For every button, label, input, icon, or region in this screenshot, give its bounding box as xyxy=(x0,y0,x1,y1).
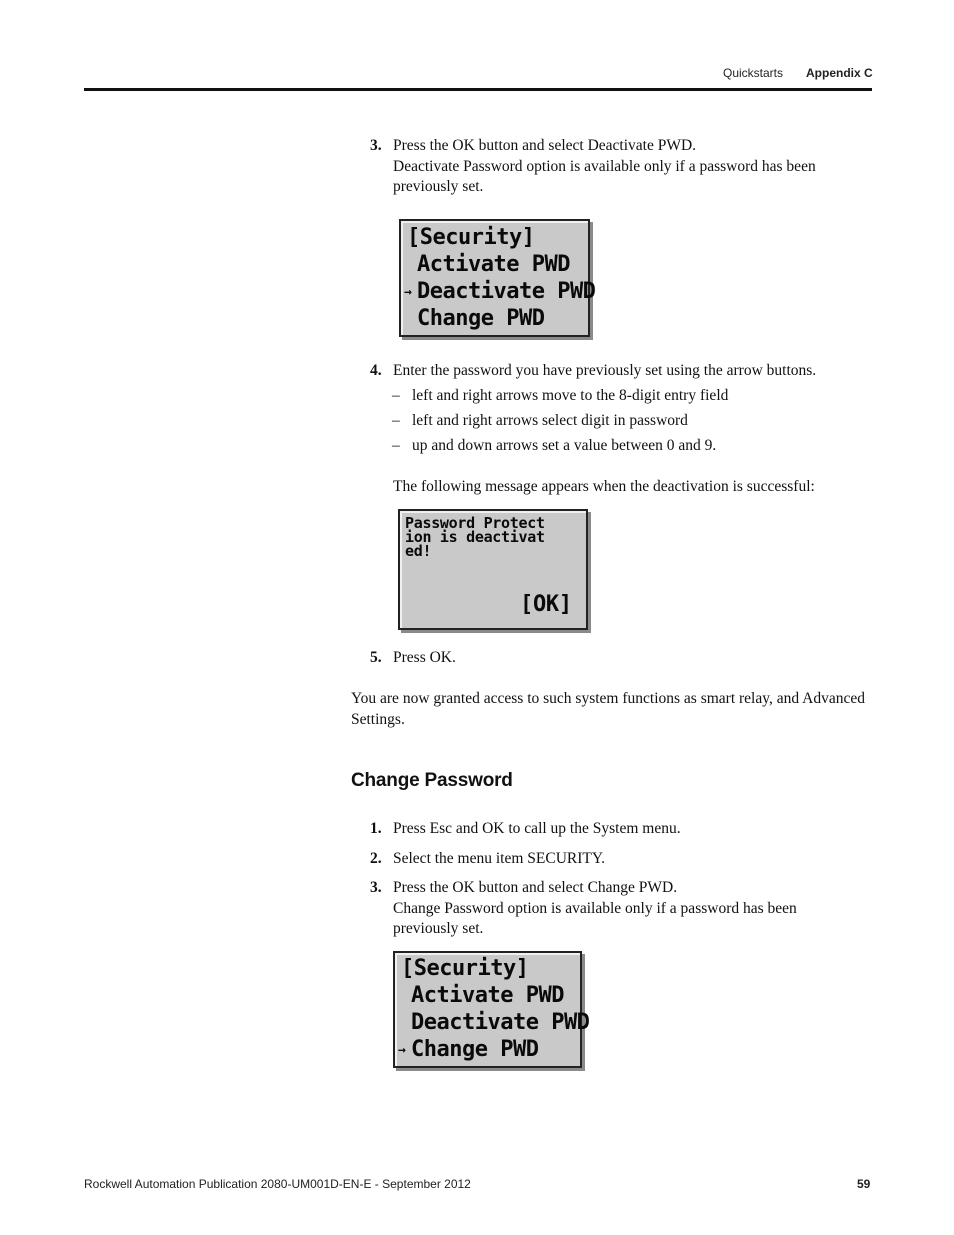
step-number: 3. xyxy=(370,879,382,896)
lcd-message-line: Password Protect xyxy=(405,514,545,532)
step-text: Press the OK button and select Deactivate PWD. xyxy=(393,137,697,154)
message-intro: The following message appears when the deactivation is successful: xyxy=(393,478,815,495)
lcd-title: [Security] xyxy=(407,225,535,250)
step-text: Press Esc and OK to call up the System menu. xyxy=(393,820,681,837)
header-rule xyxy=(84,88,872,91)
lcd-item-change: Change PWD xyxy=(411,1037,539,1062)
lcd-ok-label: [OK] xyxy=(520,592,572,617)
lcd-security-change xyxy=(393,951,590,1068)
lcd-item-change: Change PWD xyxy=(417,306,545,331)
step-note: Deactivate Password option is available only if a password has been previously set. xyxy=(393,157,816,195)
lcd-item-deactivate: Deactivate PWD xyxy=(417,279,596,304)
step-text: Select the menu item SECURITY. xyxy=(393,850,605,867)
bullet-dash: – xyxy=(392,387,400,404)
page-number: 59 xyxy=(857,1177,871,1191)
lcd-item-activate: Activate PWD xyxy=(417,252,570,277)
access-paragraph: You are now granted access to such system functions as smart relay, and Advanced Settings. xyxy=(351,690,865,728)
step-note: Change Password option is available only if a password has been previously set. xyxy=(393,899,797,937)
lcd-security-deactivate xyxy=(399,219,596,337)
step-number: 4. xyxy=(370,362,382,379)
step-text: Press OK. xyxy=(393,649,456,666)
step-text: Press the OK button and select Change PWD. xyxy=(393,879,678,896)
bullet-dash: – xyxy=(392,437,400,454)
header-section: Quickstarts xyxy=(723,66,784,80)
footer-publication: Rockwell Automation Publication 2080-UM001D-EN-E - September 2012 xyxy=(84,1177,471,1191)
step-number: 3. xyxy=(370,137,382,154)
bullet-text: left and right arrows move to the 8-digit entry field xyxy=(412,387,729,404)
step-number: 1. xyxy=(370,820,382,837)
selection-arrow-icon: → xyxy=(398,1043,406,1058)
bullet-text: left and right arrows select digit in password xyxy=(412,412,688,429)
bullet-dash: – xyxy=(392,412,400,429)
bullet-text: up and down arrows set a value between 0 and 9. xyxy=(412,437,717,454)
selection-arrow-icon: → xyxy=(404,285,412,300)
lcd-item-activate: Activate PWD xyxy=(411,983,564,1008)
lcd-item-deactivate: Deactivate PWD xyxy=(411,1010,590,1035)
step-number: 2. xyxy=(370,850,382,867)
header-appendix: Appendix C xyxy=(806,66,873,80)
step-number: 5. xyxy=(370,649,382,666)
lcd-deactivated-message xyxy=(398,509,588,630)
lcd-message-line: ed! xyxy=(405,542,432,560)
lcd-message-line: ion is deactivat xyxy=(405,528,545,546)
section-heading: Change Password xyxy=(351,770,513,791)
step-text: Enter the password you have previously set using the arrow buttons. xyxy=(393,362,817,379)
lcd-title: [Security] xyxy=(401,956,529,981)
